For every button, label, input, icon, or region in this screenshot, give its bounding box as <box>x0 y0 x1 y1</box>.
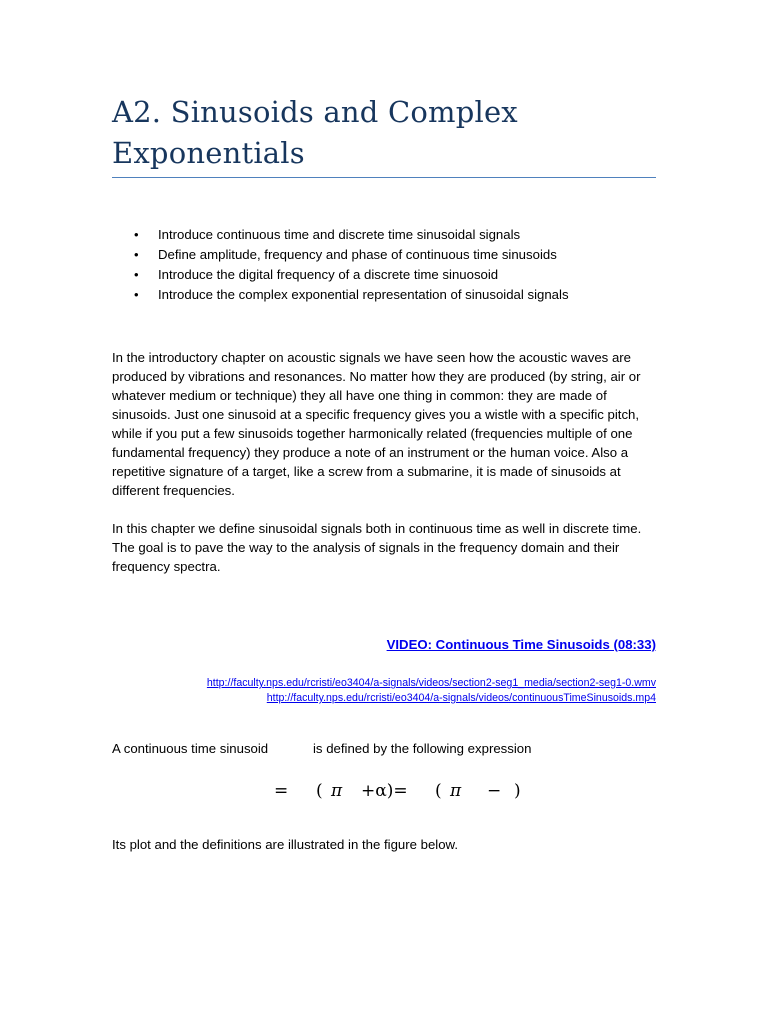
closing-sentence: Its plot and the definitions are illustrated in the figure below. <box>112 837 459 853</box>
list-item: • Introduce continuous time and discrete time sinusoidal signals <box>112 225 672 245</box>
equation-fragment: π <box>450 781 462 801</box>
list-item: • Define amplitude, frequency and phase of continuous time sinusoids <box>112 245 672 265</box>
equation-fragment: π <box>331 781 343 801</box>
chapter-paragraph: In this chapter we define sinusoidal signals both in continuous time as well in discrete time. The goal is to pave the way to the analysis of signals in the frequency domain and their frequency spectra. <box>112 521 642 574</box>
equation-fragment: ( <box>435 781 442 801</box>
list-item: • Introduce the digital frequency of a discrete time sinuosoid <box>112 265 672 285</box>
objectives-list <box>112 225 672 305</box>
title-divider <box>112 177 656 178</box>
video-url-mp4[interactable]: http://faculty.nps.edu/rcristi/eo3404/a-signals/videos/continuousTimeSinusoids.mp4 <box>266 692 656 704</box>
list-item: • Introduce the complex exponential representation of sinusoidal signals <box>112 285 672 305</box>
equation-fragment: ) <box>514 781 521 801</box>
definition-text-start: A continuous time sinusoid <box>112 741 269 756</box>
page-title: A2. Sinusoids and Complex Exponentials <box>112 95 518 170</box>
definition-text-end: is defined by the following expression <box>313 741 532 756</box>
video-url-wmv[interactable]: http://faculty.nps.edu/rcristi/eo3404/a-signals/videos/section2-seg1_media/section2-seg1-0.wmv <box>206 677 656 689</box>
equation-fragment: − <box>487 781 502 801</box>
equation-fragment: +α)= <box>361 781 408 801</box>
equation-fragment: = <box>274 781 289 801</box>
video-link[interactable]: VIDEO: Continuous Time Sinusoids (08:33) <box>386 637 656 652</box>
intro-paragraph: In the introductory chapter on acoustic signals we have seen how the acoustic waves are produced by vibrations and resonances. No matter how they are produced (by string, air or whatever medium or technique) they all have one thing in common: they are made of sinusoids. Just one sinusoid at a specific frequency gives you a wistle with a specific pitch, while if you put a few sinusoids together harmonically related (frequencies multiple of one fundamental frequency) they produce a note of an instrument or the human voice. Also a repetitive signature of a target, like a screw from a submarine, it is made of sinusoids at different frequencies. <box>112 350 641 498</box>
equation-fragment: ( <box>316 781 323 801</box>
